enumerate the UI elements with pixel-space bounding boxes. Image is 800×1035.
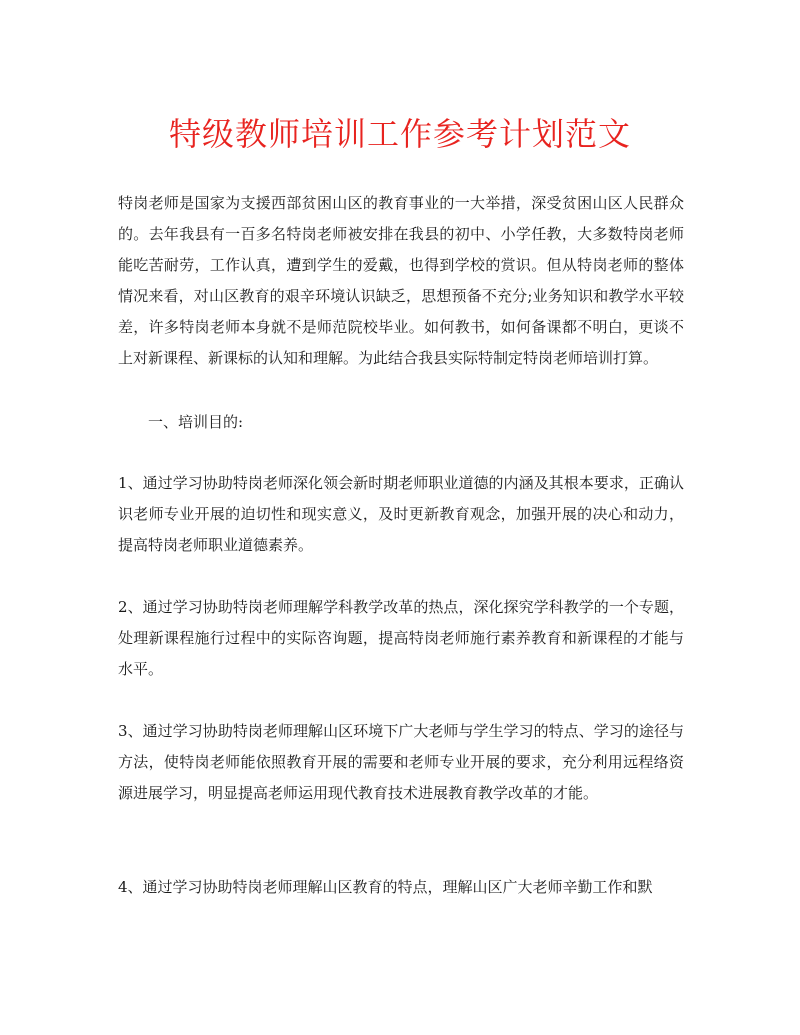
list-item: 2、通过学习协助特岗老师理解学科教学改革的热点，深化探究学科教学的一个专题，处理新课程施行过程中的实际咨询题，提高特岗老师施行素养教育和新课程的才能与水平。 (118, 598, 684, 678)
list-item: 3、通过学习协助特岗老师理解山区环境下广大老师与学生学习的特点、学习的途径与方法，使特岗老师能依照教育开展的需要和老师专业开展的要求，充分利用远程络资源进展学习，明显提高老师运用现代教育技术进展教育教学改革的才能。 (118, 722, 684, 802)
document-title: 特级教师培训工作参考计划范文 (168, 115, 631, 153)
list-item: 1、通过学习协助特岗老师深化领会新时期老师职业道德的内涵及其根本要求，正确认识老师专业开展的迫切性和现实意义，及时更新教育观念，加强开展的决心和动力，提高特岗老师职业道德素养。 (118, 474, 684, 554)
list-item: 4、通过学习协助特岗老师理解山区教育的特点，理解山区广大老师辛勤工作和默 (118, 878, 653, 896)
section-heading: 一、培训目的: (148, 413, 244, 431)
intro-paragraph: 特岗老师是国家为支援西部贫困山区的教育事业的一大举措，深受贫困山区人民群众的。去年我县有一百多名特岗老师被安排在我县的初中、小学任教，大多数特岗老师能吃苦耐劳，工作认真，遭到学生的爱戴，也得到学校的赏识。但从特岗老师的整体情况来看，对山区教育的艰辛环境认识缺乏，思想预备不充分;业务知识和教学水平较差，许多特岗老师本身就不是师范院校毕业。如何教书，如何备课都不明白，更谈不上对新课程、新课标的认知和理解。为此结合我县实际特制定特岗老师培训打算。 (118, 194, 684, 367)
